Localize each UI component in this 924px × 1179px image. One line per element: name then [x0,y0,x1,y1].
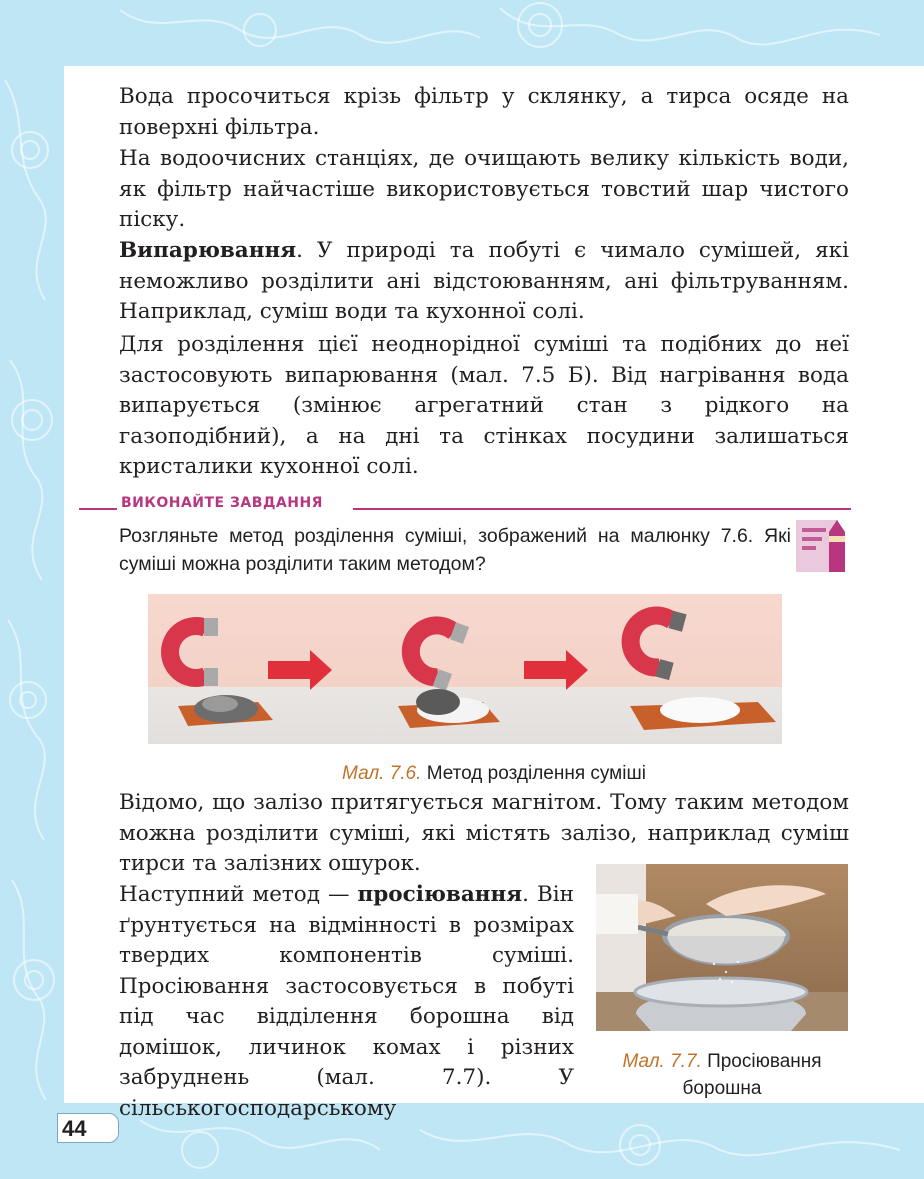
paragraph-sieving-start: Наступний метод — [119,882,350,907]
magnet-icon [401,611,469,691]
task-header-line-left [79,508,117,510]
magnet-icon [170,618,218,686]
figure-7-6-caption [64,763,924,785]
figure-7-6-title: Метод розділення суміші [426,763,646,784]
figure-7-7-caption [594,1048,850,1102]
figure-7-7-title-line1: Просіювання [707,1051,822,1072]
figure-7-7-title-line2: борошна [682,1078,762,1099]
term-sieving: просіювання [357,882,523,907]
paragraph-sieving [119,880,574,1124]
textbook-page [64,66,924,1121]
arrow-right-icon [524,650,588,690]
paragraph-evaporation [119,236,849,328]
paragraph-evaporation-text: . У природі та побуті є чимало сумішей, які неможливо розділити ані відстоюванням, ані фільтруванням. Наприклад, суміш води та кухонної солі. [119,238,849,324]
task-text: Розгляньте метод розділення суміші, зображений на малюнку 7.6. Які суміші можна розділити таким методом? [119,525,791,575]
term-evaporation: Випарювання [119,238,297,263]
magnet-icon [623,602,687,680]
magnet-separation-illustration [148,594,782,744]
figure-7-7-number: Мал. 7.7. [622,1051,702,1072]
sieving-flour-photo [596,864,848,1031]
task-header-line-right [353,508,851,510]
task-list-icon [796,516,852,578]
task-header [79,494,851,514]
paragraph-magnet: Відомо, що залізо притягується магнітом. Тому таким методом можна розділити суміші, які містять залізо, наприклад суміш тирси та залізних ошурок. [119,790,849,876]
paragraph-water-stations: На водоочисних станціях, де очищають велику кількість води, як фільтр найчастіше використовується товстий шар чистого піску. [119,146,849,232]
page-number: 44 [57,1113,119,1143]
paragraph-sieving-text: . Він ґрунтується на відмінності в розмірах твердих компонентів суміші. Просіювання застосовується в побуті під час відділення борошна від домішок, личинок комах і різних забруднень (мал. 7.7). У сільськогосподарському [119,882,574,1121]
task-header-title: ВИКОНАЙТЕ ЗАВДАННЯ [121,495,323,511]
paragraph-filter-result: Вода просочиться крізь фільтр у склянку, а тирса осяде на поверхні фільтра. [119,84,849,140]
arrow-right-icon [268,650,332,690]
figure-7-6-number: Мал. 7.6. [342,763,422,784]
paragraph-evaporation-method: Для розділення цієї неоднорідної суміші та подібних до неї застосовують випарювання (мал. 7.5 Б). Від нагрівання вода випарується (змінює агрегатний стан з рідкого на газоподібний), а на дні та стінках посудини залишаться кристалики кухонної солі. [119,332,849,479]
